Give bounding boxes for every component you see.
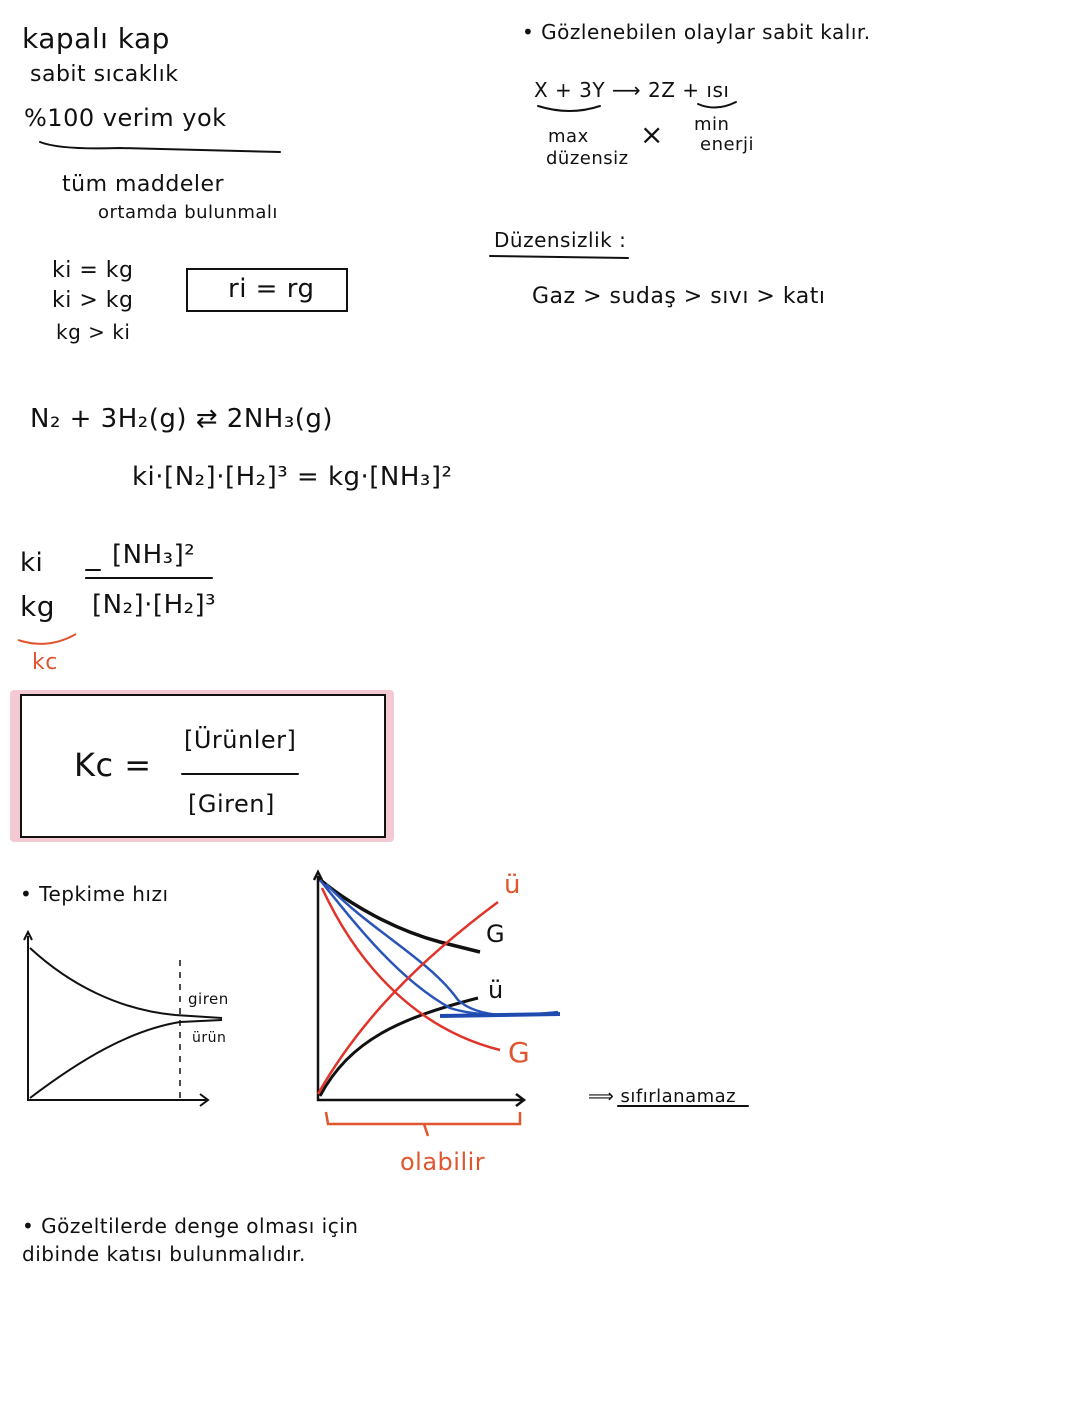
note-verim: %100 verim yok — [24, 104, 227, 132]
ratio-kg: kg — [20, 590, 55, 623]
brace-olabilir — [326, 1112, 520, 1136]
note-tepkime-hizi: • Tepkime hızı — [20, 882, 169, 906]
label-urun: ürün — [192, 1030, 227, 1046]
brace-kg — [18, 634, 76, 644]
underline-duzensizlik — [490, 256, 628, 258]
label-olabilir: olabilir — [400, 1148, 486, 1176]
note-sifirlanamaz: ⟹ sıfırlanamaz — [588, 1086, 737, 1107]
note-ortamda: ortamda bulunmalı — [98, 202, 278, 223]
rate-graph — [24, 932, 222, 1106]
note-min: min — [694, 114, 730, 135]
curve-blue-2 — [326, 884, 558, 1015]
note-kg-gt-ki: kg > ki — [56, 320, 131, 344]
note-order: Gaz > sudaş > sıvı > katı — [532, 284, 826, 309]
note-kapali-kap: kapalı kap — [22, 22, 170, 55]
label-u-black: ü — [488, 976, 504, 1004]
brace-x3y — [538, 106, 600, 111]
label-g-black: G — [486, 920, 506, 948]
ratio-ki: ki — [20, 548, 44, 578]
label-giren: giren — [188, 990, 229, 1008]
cross-mark: × — [640, 118, 664, 151]
brace-verim — [40, 142, 280, 152]
note-duzensizlik: Düzensizlik : — [494, 228, 627, 252]
note-gozeltiler: • Gözeltilerde denge olması için — [22, 1214, 359, 1238]
ri-rg-text: ri = rg — [228, 274, 315, 304]
curve-black-reactant — [318, 878, 480, 952]
label-u-orange: ü — [504, 870, 521, 900]
note-ki-eq-kg: ki = kg — [52, 258, 134, 283]
ratio-kc-under: kc — [32, 650, 58, 675]
note-ki-gt-kg: ki > kg — [52, 288, 134, 313]
concentration-graph — [314, 872, 560, 1106]
kc-denominator: [Giren] — [188, 790, 275, 818]
brace-isi — [698, 102, 736, 108]
label-g-orange: G — [508, 1036, 531, 1069]
note-enerji: enerji — [700, 134, 754, 155]
note-max: max — [548, 126, 589, 147]
curve-urun — [30, 1020, 222, 1098]
curve-black-product — [320, 998, 478, 1096]
note-dibinde: dibinde katısı bulunmalıdır. — [22, 1242, 306, 1266]
curve-giren — [30, 948, 222, 1018]
rate-equation: ki·[N₂]·[H₂]³ = kg·[NH₃]² — [132, 462, 453, 492]
kc-numerator: [Ürünler] — [184, 726, 297, 754]
note-tum-maddeler: tüm maddeler — [62, 172, 225, 197]
kc-label: Kc = — [74, 746, 152, 784]
ratio-denominator: [N₂]·[H₂]³ — [92, 590, 217, 620]
ratio-numerator: [NH₃]² — [112, 540, 196, 570]
curve-red-reactant — [322, 888, 500, 1050]
note-eq-letters: X + 3Y ⟶ 2Z + ısı — [534, 78, 730, 102]
note-duzensiz: düzensiz — [546, 148, 629, 169]
note-sabit-sicaklik: sabit sıcaklık — [30, 62, 179, 87]
reaction-equation: N₂ + 3H₂(g) ⇄ 2NH₃(g) — [30, 404, 334, 434]
note-gozlenebilen: • Gözlenebilen olaylar sabit kalır. — [522, 20, 871, 44]
